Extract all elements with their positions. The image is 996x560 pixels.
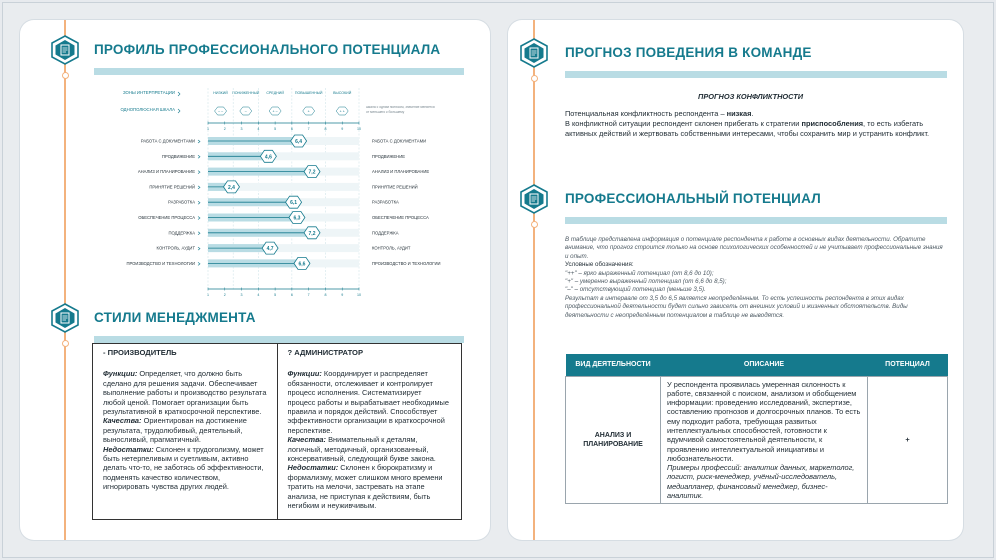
right-report-page (508, 20, 963, 540)
qualities-text: Ориентирован на достижение результата, трудолюбивый, деятельный, выносливый, прагматичный. (103, 416, 247, 445)
flaws-text: Склонен к бюрократизму и формализму, может слишком много времени тратить на мелочи, застревать на этапе анализа, не приступая к действиям, быть негибким и неуживчивым. (287, 463, 443, 511)
tick-label: 9 (341, 127, 344, 131)
activity-name: АНАЛИЗ И ПЛАНИРОВАНИЕ (566, 376, 661, 504)
tick-label: 2 (223, 127, 226, 131)
potential-title: ПРОФЕССИОНАЛЬНЫЙ ПОТЕНЦИАЛ (565, 191, 821, 206)
category-label-left: ПРОДВИЖЕНИЕ (161, 153, 195, 159)
tick-label: 3 (240, 293, 243, 297)
chevron-right-icon (198, 262, 200, 265)
zone-label: НИЗКИЙ (213, 91, 228, 95)
timeline-dot (531, 75, 538, 82)
tick-label: 6 (290, 127, 293, 131)
chevron-right-icon (198, 201, 200, 204)
tick-label: 7 (307, 127, 310, 131)
style-heading: ? АДМИНИСТРАТОР (287, 348, 364, 357)
category-label-left: КОНТРОЛЬ, АУДИТ (156, 245, 195, 251)
zone-mark: + – (272, 109, 278, 114)
profile-title: ПРОФИЛЬ ПРОФЕССИОНАЛЬНОГО ПОТЕНЦИАЛА (94, 42, 441, 57)
chevron-right-icon (198, 171, 200, 174)
category-label-left: ПОДДЕРЖКА (168, 230, 195, 236)
scale-note: от меньшего к большему (366, 110, 405, 114)
tick-label: 4 (257, 293, 260, 297)
conflict-level: низкая (726, 109, 752, 118)
timeline-dot (62, 340, 69, 347)
zones-label: ЗОНЫ ИНТЕРПРЕТАЦИИ (122, 90, 175, 95)
category-label-right: КОНТРОЛЬ, АУДИТ (372, 245, 411, 251)
legend-title: Условные обозначения: (565, 261, 634, 269)
management-styles-table (92, 343, 462, 520)
potential-table (565, 354, 948, 504)
chevron-right-icon (198, 155, 200, 158)
chevron-right-icon (198, 140, 200, 143)
category-label-left: ОБЕСПЕЧЕНИЕ ПРОЦЕССА (138, 215, 195, 220)
category-label-right: ОБЕСПЕЧЕНИЕ ПРОЦЕССА (372, 215, 429, 220)
category-label-right: ПРОДВИЖЕНИЕ (372, 153, 406, 159)
tick-label: 8 (324, 293, 327, 297)
tick-label: 1 (207, 293, 209, 297)
tick-label: 3 (240, 127, 243, 131)
value-label: 6,1 (290, 200, 298, 207)
document-icon (519, 184, 549, 214)
conflict-line1: Потенциальная конфликтность респондента – (565, 109, 727, 118)
activity-potential: + (868, 376, 948, 504)
tick-label: 9 (341, 293, 344, 297)
tick-label: 5 (274, 127, 277, 131)
functions-text: Координирует и распределяет обязанности, отслеживает и контролирует процесс исполнения. Систематизирует процесс работы и вырабатывает необходимые правила и порядок действий. Способствует эффективности организации в краткосрочной перспективе. (287, 369, 449, 435)
value-label: 6,4 (295, 139, 303, 145)
zone-mark: – – (218, 109, 224, 114)
col-activity: ВИД ДЕЯТЕЛЬНОСТИ (566, 354, 661, 376)
style-administrator (277, 344, 462, 519)
tick-label: 2 (223, 293, 226, 297)
legend-item: "++" – ярко выраженный потенциал (от 8,6 до 10); (565, 269, 714, 277)
qualities-text: Внимательный к деталям, логичный, методичный, организованный, консервативный, следующий букве закона. (287, 435, 436, 464)
tick-label: 5 (274, 293, 277, 297)
zone-label: ВЫСОКИЙ (333, 91, 352, 95)
potential-intro: В таблице представлена информация о потенциале респондента к работе в основных видах деятельности. Обратите внимание, что прогноз строится только на основе психологических особенностей и не учитывает профессиональные знания и опыт. (565, 236, 943, 260)
tick-label: 6 (290, 293, 293, 297)
legend-item: "–" – отсутствующий потенциал (меньше 3,5). (565, 286, 706, 294)
tick-label: 10 (357, 293, 361, 297)
zone-label: ПОВЫШЕННЫЙ (294, 91, 323, 95)
forecast-title-bar (565, 71, 947, 78)
management-title: СТИЛИ МЕНЕДЖМЕНТА (94, 310, 256, 325)
category-label-left: РАЗРАБОТКА (168, 199, 195, 205)
category-label-right: ПРОИЗВОДСТВО И ТЕХНОЛОГИИ (372, 260, 441, 266)
flaws-text: Склонен к трудоголизму, может быть нетерпеливым и суетливым, активно делать что-то, не заботясь об эффективности, подменять качество количеством, игнорировать чувства других людей. (103, 444, 264, 492)
col-potential: ПОТЕНЦИАЛ (868, 354, 948, 376)
category-label-left: РАБОТА С ДОКУМЕНТАМИ (140, 138, 195, 144)
category-label-left: ПРОИЗВОДСТВО И ТЕХНОЛОГИИ (126, 260, 195, 266)
conflict-subtitle: ПРОГНОЗ КОНФЛИКТНОСТИ (698, 92, 804, 101)
forecast-title: ПРОГНОЗ ПОВЕДЕНИЯ В КОМАНДЕ (565, 45, 812, 60)
flaws-label: Недостатки: (103, 444, 154, 454)
value-label: 4,7 (266, 246, 274, 253)
zone-mark: + (307, 109, 310, 114)
category-label-left: ПРИНЯТИЕ РЕШЕНИЙ (149, 184, 195, 190)
tick-label: 1 (207, 127, 209, 131)
style-producer (93, 344, 277, 519)
timeline-dot (531, 221, 538, 228)
examples-text: Примеры профессий: аналитик данных, маркетолог, логист, риск-менеджер, учёный-исследователь, медиапланер, финансовый менеджер, бизнес-аналитик. (667, 463, 855, 501)
timeline-line (533, 20, 535, 540)
value-label: 6,3 (293, 215, 301, 222)
qualities-label: Качества: (103, 416, 142, 426)
qualities-label: Качества: (287, 435, 327, 445)
category-label-right: ПОДДЕРЖКА (372, 230, 399, 236)
description-text: У респондента проявилась умеренная склонность к работе, связанной с поиском, анализом и обобщением информации: проведению исследований, экспертизе, составлению прогнозов и долгосрочных планов. То есть ему подходит работа, требующая развитых интеллектуальных способностей, готовности к вдумчивой самостоятельной деятельности, к проявлению интеллектуальной инициативы и любознательности. (667, 379, 861, 463)
legend-item: "+" – умеренно выраженный потенциал (от 6,6 до 8,5); (565, 278, 727, 286)
style-heading: - ПРОИЗВОДИТЕЛЬ (103, 348, 177, 357)
management-title-bar (94, 336, 464, 343)
zone-label: ПОНИЖЕННЫЙ (232, 91, 260, 95)
value-label: 4,6 (264, 154, 272, 161)
tick-label: 4 (257, 127, 260, 131)
flaws-label: Недостатки: (287, 463, 339, 473)
functions-label: Функции: (287, 369, 322, 379)
category-label-right: АНАЛИЗ И ПЛАНИРОВАНИЕ (372, 169, 430, 175)
chevron-right-icon (198, 217, 200, 220)
document-icon (519, 38, 549, 68)
chevron-right-icon (198, 186, 200, 189)
zone-mark: – (244, 109, 247, 114)
chevron-right-icon (178, 109, 180, 113)
col-description: ОПИСАНИЕ (661, 354, 868, 376)
potential-note (565, 236, 947, 320)
scale-note: шкала с одним полюсом, значение меняется (366, 105, 435, 109)
chevron-right-icon (198, 232, 200, 235)
functions-label: Функции: (103, 369, 138, 379)
tick-label: 10 (357, 127, 361, 131)
scale-label: ОДНОПОЛЮСНАЯ ШКАЛА (120, 107, 175, 112)
category-label-right: РАЗРАБОТКА (372, 199, 399, 205)
value-label: 7,2 (308, 169, 316, 176)
category-label-right: РАБОТА С ДОКУМЕНТАМИ (372, 138, 427, 144)
potential-title-bar (565, 217, 947, 224)
value-label: 7,2 (308, 230, 316, 237)
chevron-right-icon (178, 92, 180, 96)
value-label: 2,4 (228, 184, 235, 191)
potential-outro: Результат в интервале от 3,5 до 6,5 является неопределённым. То есть успешность респондента в этих видах профессиональной деятельности будет сильно зависеть от внешних условий и жизненных обстоятельств. Виды деятельности с неопределённым потенциалом в таблице не выводятся. (565, 294, 908, 319)
table-row (566, 376, 948, 504)
conflict-line2: В конфликтной ситуации респондент склонен прибегать к стратегии (565, 118, 802, 128)
zone-mark: + + (339, 109, 345, 114)
activity-description (661, 376, 868, 504)
value-label: 6,6 (298, 261, 306, 268)
functions-text: Определяет, что должно быть сделано для решения задачи. Обеспечивает выполнение работы и производство результата любой ценой. Помогает организации быть результативной в краткосрочной перспективе. (103, 369, 267, 417)
category-label-right: ПРИНЯТИЕ РЕШЕНИЙ (372, 184, 418, 190)
zone-label: СРЕДНИЙ (266, 91, 284, 95)
conflict-line1-end: . (751, 109, 754, 118)
document-icon (50, 303, 80, 333)
tick-label: 8 (324, 127, 327, 131)
conflict-text (565, 109, 945, 138)
conflict-line2-end: , то есть избегать активных действий и жертвовать собственными интересами, чтобы сохранить мир и устранить конфликт. (565, 118, 930, 138)
category-label-left: АНАЛИЗ И ПЛАНИРОВАНИЕ (137, 169, 195, 175)
left-report-page (20, 20, 490, 540)
tick-label: 7 (307, 293, 310, 297)
chevron-right-icon (198, 247, 200, 250)
conflict-strategy: приспособления (801, 118, 864, 128)
potential-profile-chart (20, 20, 490, 310)
